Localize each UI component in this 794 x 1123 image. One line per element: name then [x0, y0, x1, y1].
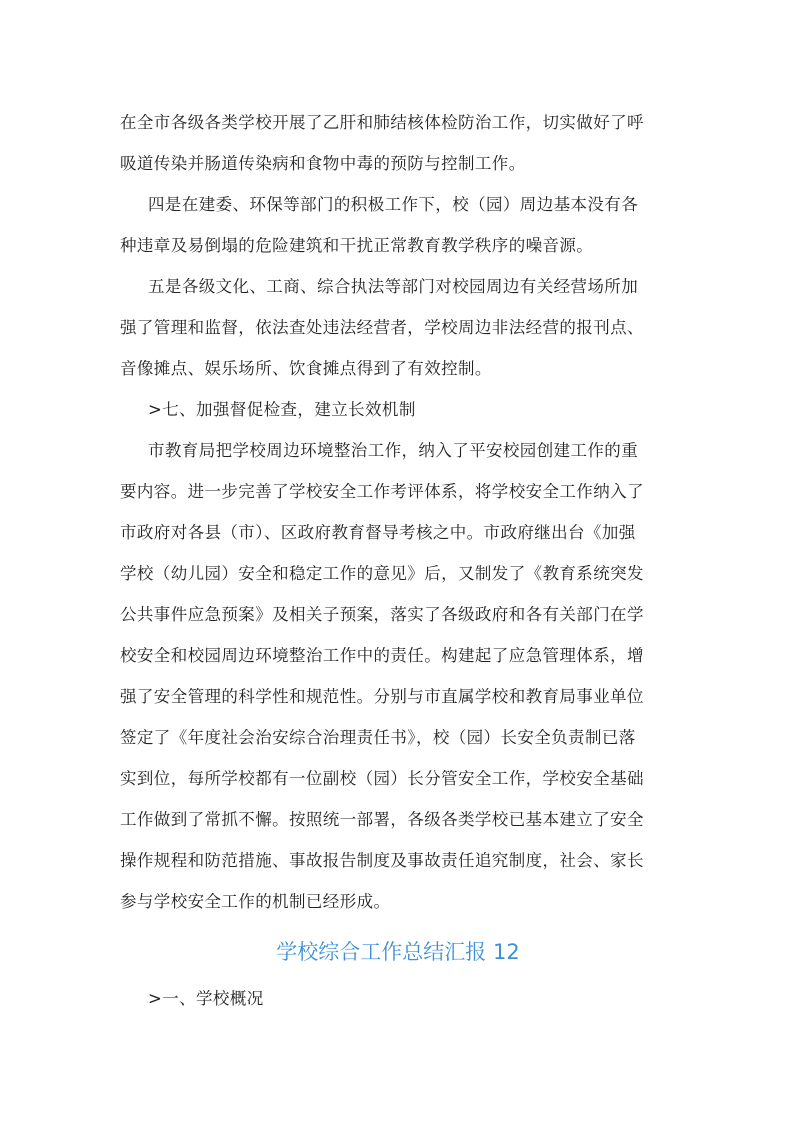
paragraph-line: 种违章及易倒塌的危险建筑和干扰正常教育教学秩序的噪音源。 — [120, 236, 594, 255]
paragraph-line: 音像摊点、娱乐场所、饮食摊点得到了有效控制。 — [120, 359, 492, 378]
paragraph-line: 五是各级文化、工商、综合执法等部门对校园周边有关经营场所加 — [148, 277, 639, 296]
paragraph-line: 市政府对各县（市）、区政府教育督导考核之中。市政府继出台《加强 — [120, 523, 636, 542]
section-title: >七、加强督促检查，建立长效机制 — [148, 400, 416, 419]
paragraph-line: 操作规程和防范措施、事故报告制度及事故责任追究制度，社会、家长 — [120, 851, 644, 870]
paragraph-line: 校安全和校园周边环境整治工作中的责任。构建起了应急管理体系，增 — [120, 646, 644, 665]
paragraph-line: 吸道传染并肠道传染病和食物中毒的预防与控制工作。 — [120, 154, 526, 173]
paragraph-line: 签定了《年度社会治安综合治理责任书》，校（园）长安全负责制已落 — [120, 728, 636, 747]
section-title: >一、学校概况 — [148, 989, 264, 1008]
paragraph-line: 四是在建委、环保等部门的积极工作下，校（园）周边基本没有各 — [148, 195, 639, 214]
document-heading: 学校综合工作总结汇报 12 — [276, 940, 520, 964]
paragraph-line: 在全市各级各类学校开展了乙肝和肺结核体检防治工作，切实做好了呼 — [120, 113, 644, 132]
paragraph-line: 要内容。进一步完善了学校安全工作考评体系，将学校安全工作纳入了 — [120, 482, 644, 501]
paragraph-line: 公共事件应急预案》及相关子预案，落实了各级政府和各有关部门在学 — [120, 605, 644, 624]
paragraph-line: 参与学校安全工作的机制已经形成。 — [120, 892, 391, 911]
paragraph-line: 实到位，每所学校都有一位副校（园）长分管安全工作，学校安全基础 — [120, 769, 644, 788]
paragraph-line: 强了安全管理的科学性和规范性。分别与市直属学校和教育局事业单位 — [120, 687, 644, 706]
paragraph-line: 学校（幼儿园）安全和稳定工作的意见》后，又制发了《教育系统突发 — [120, 564, 644, 583]
document-body — [120, 102, 676, 1019]
paragraph-line: 强了管理和监督，依法查处违法经营者，学校周边非法经营的报刊点、 — [120, 318, 644, 337]
paragraph-line: 工作做到了常抓不懈。按照统一部署，各级各类学校已基本建立了安全 — [120, 810, 644, 829]
paragraph-line: 市教育局把学校周边环境整治工作，纳入了平安校园创建工作的重 — [148, 441, 639, 460]
